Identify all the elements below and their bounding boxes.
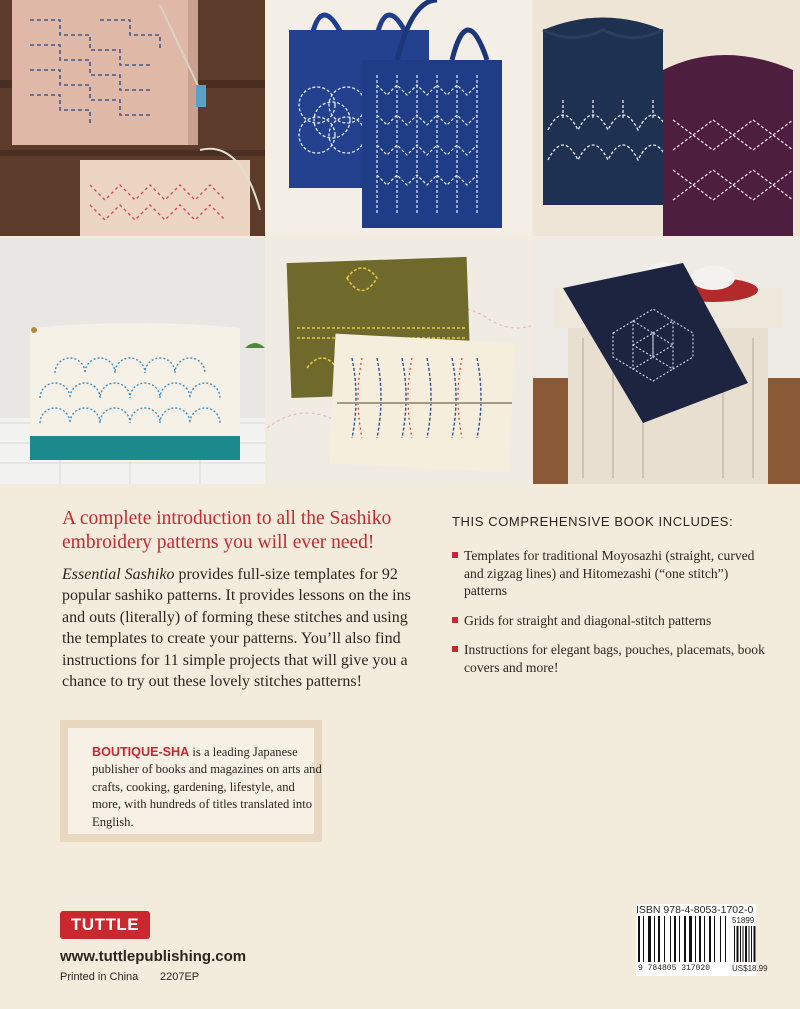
print-code: 2207EP: [160, 971, 200, 983]
publisher-name: BOUTIQUE-SHA: [92, 745, 190, 759]
includes-section: [452, 514, 772, 689]
tuttle-logo: TUTTLE: [60, 911, 150, 939]
includes-title: THIS COMPREHENSIVE BOOK INCLUDES:: [452, 514, 734, 529]
photo-grid: [0, 0, 800, 484]
printed-in-label: Printed in China: [60, 971, 139, 983]
list-item-text: Instructions for elegant bags, pouches, placemats, book covers and more!: [464, 642, 765, 675]
list-item: [452, 641, 772, 676]
isbn-number: ISBN 978-4-8053-1702-0: [636, 904, 754, 916]
list-item-text: Grids for straight and diagonal-stitch patterns: [464, 612, 712, 628]
description-text: [62, 564, 422, 692]
bullet-square-icon: [452, 552, 458, 558]
barcode-digits: 9 784805 317020: [638, 964, 711, 973]
description-body: provides full-size templates for 92 popular sashiko patterns. It provides lessons on the ins and outs (literally) of forming these stitches and using the templates to create your patterns. You’ll also find instructions for 11 simple projects that will give you a chance to try out these lovely stitches patterns!: [62, 566, 411, 691]
bullet-square-icon: [452, 646, 458, 652]
list-item-text: Templates for traditional Moyosazhi (straight, curved and zigzag lines) and Hitomezashi (“one stitch”) patterns: [464, 548, 755, 599]
placemat-photo: [533, 238, 800, 484]
barcode-addon: 51899: [732, 916, 755, 925]
isbn-barcode: [636, 904, 768, 976]
headline: A complete introduction to all the Sashiko embroidery patterns you will ever need!: [62, 508, 392, 553]
tissue-cases-photo: [267, 238, 531, 484]
description-section: [62, 507, 422, 692]
publisher-box: [60, 720, 322, 842]
book-title-italic: Essential Sashiko: [62, 566, 175, 583]
list-item: [452, 612, 772, 630]
drawstring-bags-photo: [533, 0, 800, 236]
tote-bags-photo: [267, 0, 531, 236]
publisher-description: is a leading Japanese publisher of books and magazines on arts and crafts, cooking, gardening, lifestyle, and more, with hundreds of titles translated into English.: [92, 745, 322, 829]
price-label: US$18.99: [732, 964, 768, 973]
bullet-square-icon: [452, 617, 458, 623]
publisher-text: [92, 744, 322, 831]
book-cover-photo: [0, 0, 265, 236]
list-item: [452, 547, 772, 600]
zip-pouch-photo: [0, 238, 265, 484]
publisher-website: www.tuttlepublishing.com: [60, 948, 247, 965]
